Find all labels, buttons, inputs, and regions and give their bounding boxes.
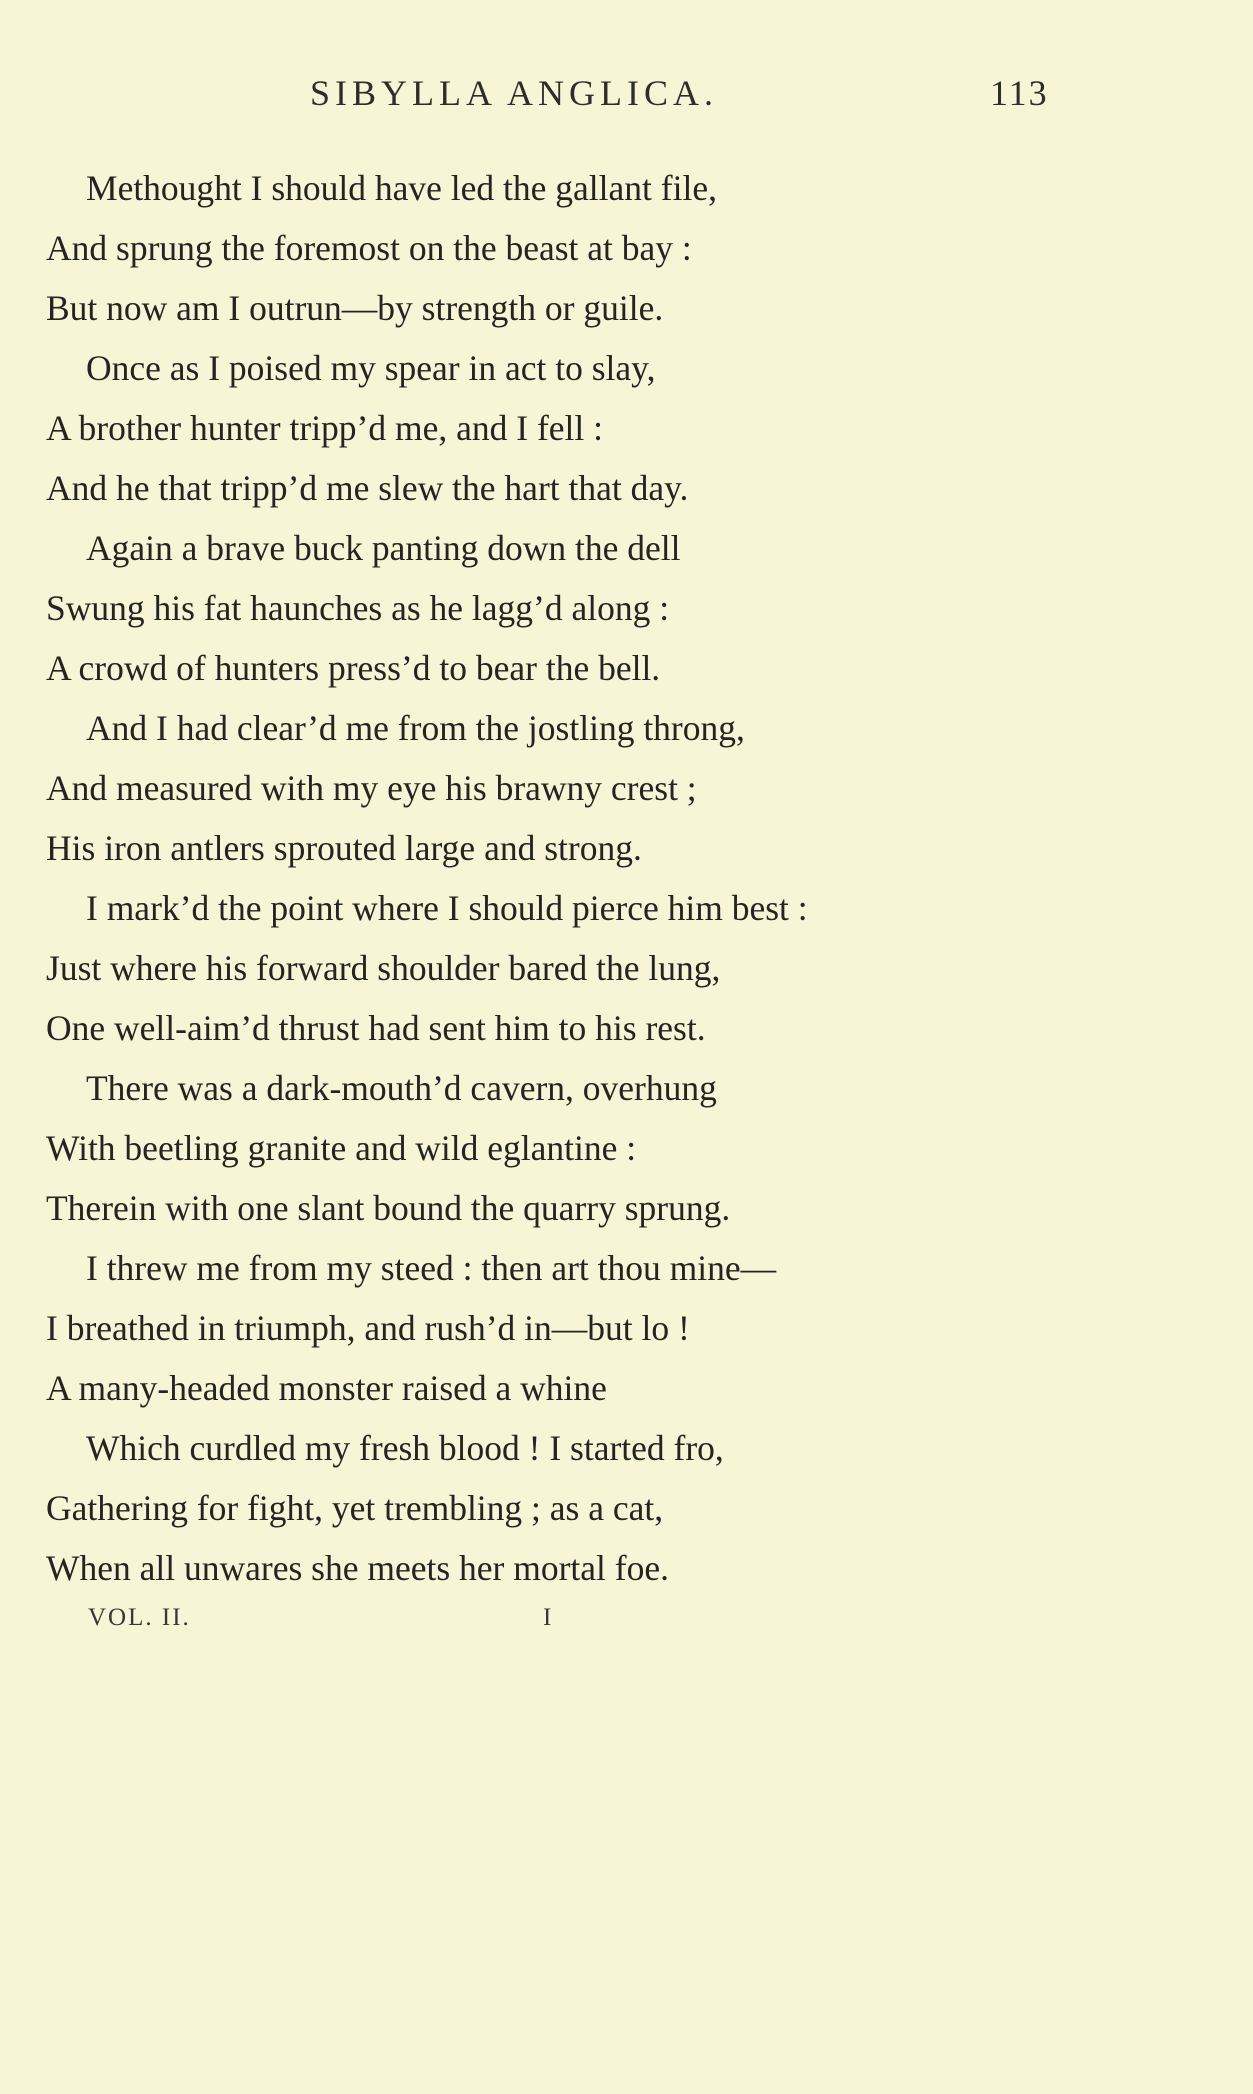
poem-line: I mark’d the point where I should pierce him best : — [86, 888, 808, 928]
poem-body — [46, 158, 1196, 1598]
poem-line: Just where his forward shoulder bared the lung, — [46, 948, 721, 988]
poem-line: With beetling granite and wild eglantine : — [46, 1128, 637, 1168]
poem-line: There was a dark-mouth’d cavern, overhung — [86, 1068, 717, 1108]
poem-line: Once as I poised my spear in act to slay, — [86, 348, 656, 388]
poem-line: When all unwares she meets her mortal foe. — [46, 1548, 669, 1588]
poem-line: A brother hunter tripp’d me, and I fell : — [46, 408, 603, 448]
poem-line: A crowd of hunters press’d to bear the bell. — [46, 648, 661, 688]
poem-line: Swung his fat haunches as he lagg’d along : — [46, 588, 670, 628]
poem-line: But now am I outrun—by strength or guile. — [46, 288, 664, 328]
running-head — [0, 68, 1253, 118]
volume-label: VOL. II. — [88, 1604, 191, 1631]
poem-line: And measured with my eye his brawny crest ; — [46, 768, 697, 808]
poem-line: Gathering for fight, yet trembling ; as a cat, — [46, 1488, 664, 1528]
poem-line: And sprung the foremost on the beast at bay : — [46, 228, 692, 268]
poem-line: Again a brave buck panting down the dell — [86, 528, 681, 568]
poem-line: Therein with one slant bound the quarry sprung. — [46, 1188, 731, 1228]
poem-line: One well-aim’d thrust had sent him to his rest. — [46, 1008, 706, 1048]
poem-line: And he that tripp’d me slew the hart that day. — [46, 468, 689, 508]
poem-line: Which curdled my fresh blood ! I started fro, — [86, 1428, 724, 1468]
poem-line: His iron antlers sprouted large and strong. — [46, 828, 642, 868]
page-footer — [0, 1598, 1253, 1638]
poem-line: Methought I should have led the gallant file, — [86, 168, 717, 208]
poem-line: And I had clear’d me from the jostling throng, — [86, 708, 745, 748]
poem-line: A many-headed monster raised a whine — [46, 1368, 607, 1408]
poem-line: I breathed in triumph, and rush’d in—but lo ! — [46, 1308, 690, 1348]
page-number: 113 — [990, 73, 1049, 113]
signature-mark: I — [543, 1604, 552, 1631]
poem-line: I threw me from my steed : then art thou mine— — [86, 1248, 777, 1288]
running-title: SIBYLLA ANGLICA. — [310, 73, 719, 113]
